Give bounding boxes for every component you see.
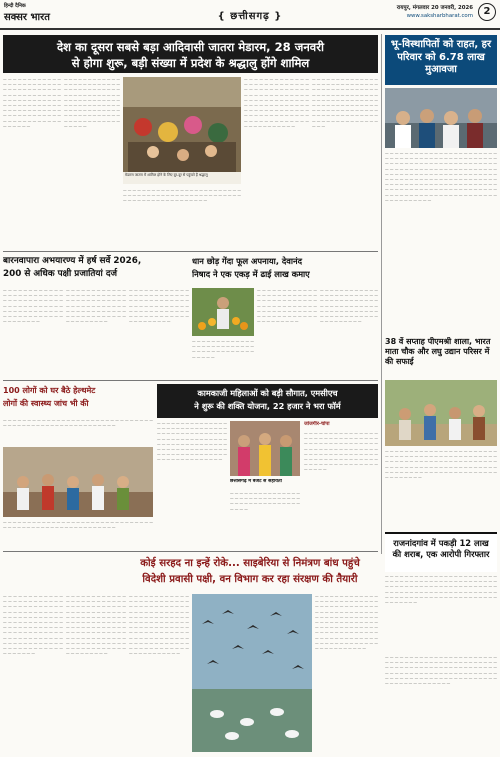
bottom-headline-line1: कोई सरहद ना इन्हें रोके... साइबेरिया से निमंत्रण बांध पहुंचे bbox=[140, 558, 360, 569]
issue-date: रायपुर, मंगलवार 20 जनवरी, 2026 bbox=[396, 5, 473, 11]
women-photo bbox=[230, 421, 300, 476]
lead-photo-caption: मेडारम जातरा में शामिल होने के लिए दूर-दूर से पहुंचते हैं श्रद्धालु bbox=[123, 172, 241, 184]
bottom-headline bbox=[3, 556, 497, 590]
paddy-headline bbox=[192, 255, 378, 285]
birds-photo bbox=[192, 594, 312, 752]
masthead-tagline: हिन्दी दैनिक bbox=[4, 3, 26, 9]
newspaper-logo: सक्सर भारत bbox=[4, 12, 50, 23]
birds-headline bbox=[3, 255, 188, 285]
bottom-body-3: — — — — — — — — — — — — — — — — — — — — — — — — — — — — — — — — — — — — — — — — — — — — — — — — — — — — — — — — — — — — — — — — — — — — — — — — — — — — — — — — — — — — — — — — — — — — — — — — — — — — — — — — — — — — — — — — — — — — — — — — — — — — — — — — — — — — — — — — — — — — — — — bbox=[129, 594, 189, 656]
women-subhead-1: छत्तीसगढ़ में बजट से सहायता bbox=[230, 479, 282, 484]
lead-column-3: — — — — — — — — — — — — — — — — — — — — — — — — — — — — — — — — — — — — — — — — — — — — — — — — — — — — — — — — — — — — — — — — — — — — bbox=[123, 188, 241, 203]
lead-photo bbox=[123, 77, 241, 172]
masthead bbox=[0, 0, 500, 30]
lead-headline-line2: से होगा शुरू, बड़ी संख्या में प्रदेश के श्रद्धालु होंगे शामिल bbox=[71, 56, 310, 70]
women-headline bbox=[157, 384, 378, 418]
bottom-body-5: — — — — — — — — — — — — — — — — — — — — — — — — — — — — — — — — — — — — — — — — — — — — — — — — — — — — — — — — — — — — — — — — — — — — — — — — — — — — — — — — — — — — — — — — — — — — — — — — — — — — — — — — — — — — — — — — — — — — — — — — — — — — — — — — — bbox=[385, 655, 497, 686]
cleanliness-photo bbox=[385, 380, 497, 446]
health-body-2: — — — — — — — — — — — — — — — — — — — — — — — — — — — — — — — — — — — — — — — — — — — — — — — — — — — — — — — bbox=[3, 520, 153, 530]
section-divider bbox=[3, 251, 378, 252]
lead-column-5: — — — — — — — — — — — — — — — — — — — — — — — — — — — — — — — — — — — — — — — — — — — — — — — — — — — — — — — — — — — — — — — — — — — — — — — — — — — — — — — — — — — — — — — — — — — — — — — — — — — — — — — — — — — — — — — — — — — — — — — — — — — — — — — — — bbox=[312, 77, 378, 128]
meeting-image bbox=[385, 88, 497, 148]
section-divider-2 bbox=[3, 380, 378, 381]
lead-headline-line1: देश का दूसरा सबसे बड़ा आदिवासी जातरा मेडारम, 28 जनवरी bbox=[57, 40, 324, 54]
birds-body-2: — — — — — — — — — — — — — — — — — — — — — — — — — — — — — — — — — — — — — — — — — — — — — — — — — — — — — — — — — — — — — — — — — — — — — — — — — — — — — — — — — bbox=[66, 288, 126, 324]
page-number: 2 bbox=[478, 3, 496, 21]
bottom-body-4: — — — — — — — — — — — — — — — — — — — — — — — — — — — — — — — — — — — — — — — — — — — — — — — — — — — — — — — — — — — — — — — — — — — — — — — — — — — — — — — — — — — — — — — — — — — — — — — — — — — — — — — — — — — — — — — — — — — — — — — — — — — — — — — — — — — — — — — — — — — — — bbox=[315, 594, 378, 651]
crowd-festival-image bbox=[123, 77, 241, 172]
birds-body-1: — — — — — — — — — — — — — — — — — — — — — — — — — — — — — — — — — — — — — — — — — — — — — — — — — — — — — — — — — — — — — — — — — — — — — — — — — — — — — — — — bbox=[3, 288, 63, 324]
health-camp-image bbox=[3, 447, 153, 517]
birds-headline-line1: बारनवापारा अभयारण्य में हर्ष सर्वे 2026, bbox=[3, 256, 142, 266]
lead-column-1: — — — — — — — — — — — — — — — — — — — — — — — — — — — — — — — — — — — — — — — — — — — — — — — — — — — — — — — — — — — — — — — — — — — — — — — — — — — — — — — — — — — — — — — — — — — — — — — — — — — — — — — — — — — — — — — — — — bbox=[3, 77, 61, 128]
women-body-3: — — — — — — — — — — — — — — — — — — — — — — — — — — — — — — — — — — — — — — — — — — — — — — — — — — — — — — — — — — — — — — — — — — — — — — — — — — — — — — — — — — — — — — — — — — — — — — — — — — — — — — — — — — — — — — bbox=[304, 431, 378, 472]
section-divider-3 bbox=[3, 551, 378, 552]
liquor-body: — — — — — — — — — — — — — — — — — — — — — — — — — — — — — — — — — — — — — — — — — — — — — — — — — — — — — — — — — — — — — — — — — — — — — — — — — — — — — — — — — — — — — — — — — — — — — — — — — — — — — — — — — — — — — — — — — — — — — — — — — — bbox=[385, 574, 497, 605]
women-subhead-2: जांजगीर-चांपा bbox=[304, 421, 330, 427]
bottom-headline-line2: विदेशी प्रवासी पक्षी, वन विभाग कर रहा संरक्षण की तैयारी bbox=[142, 574, 358, 585]
lead-headline bbox=[3, 35, 378, 73]
section-title: { छत्तीसगढ़ } bbox=[217, 11, 283, 22]
lead-column-4: — — — — — — — — — — — — — — — — — — — — — — — — — — — — — — — — — — — — — — — — — — — — — — — — — — — — — — — — — — — — — — — — — — — — — — — — — — — — — — — — — — — — — — — — — — — — — — — — — — — — — — — — — — — — — — — — — — — — — — — — — — — — — — — — bbox=[244, 77, 309, 128]
health-headline-line2: लोगों की स्वास्थ्य जांच भी की bbox=[3, 399, 89, 408]
lead-column-2: — — — — — — — — — — — — — — — — — — — — — — — — — — — — — — — — — — — — — — — — — — — — — — — — — — — — — — — — — — — — — — — — — — — — — — — — — — — — — — — — — — — — — — — — — — — — — — — — — — — — — — — — — — — — — — — — — bbox=[64, 77, 120, 128]
cleanliness-body: — — — — — — — — — — — — — — — — — — — — — — — — — — — — — — — — — — — — — — — — — — — — — — — — — — — — — — — — — — — — — — — — — — — — — — — — — — — — — — — — — — — — — — — — — — — — — — — — — — — — — — — — — — — — — — — — — — — — — — — — — — — bbox=[385, 449, 497, 480]
women-body-2: — — — — — — — — — — — — — — — — — — — — — — — — — — — — — — — — — — — — — — — — — — — — — — — — — bbox=[230, 491, 300, 511]
website: www.saksharbharat.com bbox=[406, 13, 473, 19]
women-headline-line1: कामकाजी महिलाओं को बड़ी सौगात, एमसीएच bbox=[197, 388, 338, 398]
farmer-image bbox=[192, 288, 254, 336]
paddy-body-2: — — — — — — — — — — — — — — — — — — — — — — — — — — — — — — — — — — — — — — — — — — — — — — — — — — — — — — — — — — — — — — — — — — — — — — — — — — — — — — — — — bbox=[320, 288, 378, 324]
liquor-headline: राजनांदगांव में पकड़ी 12 लाख की शराब, एक आरोपी गिरफ्तार bbox=[385, 532, 497, 572]
migratory-birds-image bbox=[192, 594, 312, 752]
women-body-1: — — — — — — — — — — — — — — — — — — — — — — — — — — — — — — — — — — — — — — — — — — — — — — — — — — — — — — — — — — — — — — — — — — — — — — — — — — — — — — — — — — — — — — — — — — — — — — — — — — — — — — — — — — — — — — — — — — — — — — — bbox=[157, 421, 227, 462]
paddy-body-3: — — — — — — — — — — — — — — — — — — — — — — — — — — — — — — — — — — — — — — — — — — — — bbox=[192, 339, 254, 359]
bottom-body-2: — — — — — — — — — — — — — — — — — — — — — — — — — — — — — — — — — — — — — — — — — — — — — — — — — — — — — — — — — — — — — — — — — — — — — — — — — — — — — — — — — — — — — — — — — — — — — — — — — — — — — — — — — — — — — — — — — — — — — — — — — — — — — — — — — — — — — — — — — — — — — bbox=[66, 594, 126, 656]
compensation-headline: भू-विस्थापितों को राहत, हर परिवार को 6.78 लाख मुआवजा bbox=[385, 35, 497, 85]
paddy-headline-line1: धान छोड़ गेंदा फूल अपनाया, देवानंद bbox=[192, 256, 303, 266]
health-photo bbox=[3, 447, 153, 517]
marigold-photo bbox=[192, 288, 254, 336]
health-headline bbox=[3, 384, 153, 416]
women-group-image bbox=[230, 421, 300, 476]
birds-headline-line2: 200 से अधिक पक्षी प्रजातियां दर्ज bbox=[3, 269, 118, 279]
birds-body-3: — — — — — — — — — — — — — — — — — — — — — — — — — — — — — — — — — — — — — — — — — — — — — — — — — — — — — — — — — — — — — — — — — — — — — — — — — — — — — — — — — bbox=[129, 288, 189, 324]
health-headline-line1: 100 लोगों को घर बैठे हेल्थमेट bbox=[3, 386, 96, 395]
dateline bbox=[355, 4, 473, 20]
compensation-body: — — — — — — — — — — — — — — — — — — — — — — — — — — — — — — — — — — — — — — — — — — — — — — — — — — — — — — — — — — — — — — — — — — — — — — — — — — — — — — — — — — — — — — — — — — — — — — — — — — — — — — — — — — — — — — — — — — — — — — — — — — — — — — — — — — — — — — — — — — — — — — — — — — — — — — — — — — — — — — — — — — — — — — — — — — — — — — — — — — — — — — — — — — — — — — — — — — — — — — — — — — — — — — — — — — — — — — — — — bbox=[385, 151, 497, 202]
meeting-photo bbox=[385, 88, 497, 148]
women-headline-line2: ने शुरू की शक्ति योजना, 22 हजार ने भरा फॉर्म bbox=[194, 401, 341, 411]
paddy-body-1: — — — — — — — — — — — — — — — — — — — — — — — — — — — — — — — — — — — — — — — — — — — — — — — — — — — — — — — — — — — — — — — — — — — — — — — — — — — — — — — — — bbox=[257, 288, 317, 324]
health-body: — — — — — — — — — — — — — — — — — — — — — — — — — — — — — — — — — — — — — — — — — — — — — — — — — — — — — — — bbox=[3, 418, 153, 428]
paddy-headline-line2: निषाद ने एक एकड़ में ढाई लाख कमाए bbox=[192, 269, 310, 279]
bottom-body-1: — — — — — — — — — — — — — — — — — — — — — — — — — — — — — — — — — — — — — — — — — — — — — — — — — — — — — — — — — — — — — — — — — — — — — — — — — — — — — — — — — — — — — — — — — — — — — — — — — — — — — — — — — — — — — — — — — — — — — — — — — — — — — — — — — — — — — — — — — — — bbox=[3, 594, 63, 656]
column-divider bbox=[381, 34, 382, 554]
cleanliness-image bbox=[385, 380, 497, 446]
cleanliness-headline: 38 वें सप्ताह पीएमश्री शाला, भारत माता चौक और लघु उद्यान परिसर में की सफाई bbox=[385, 337, 491, 366]
